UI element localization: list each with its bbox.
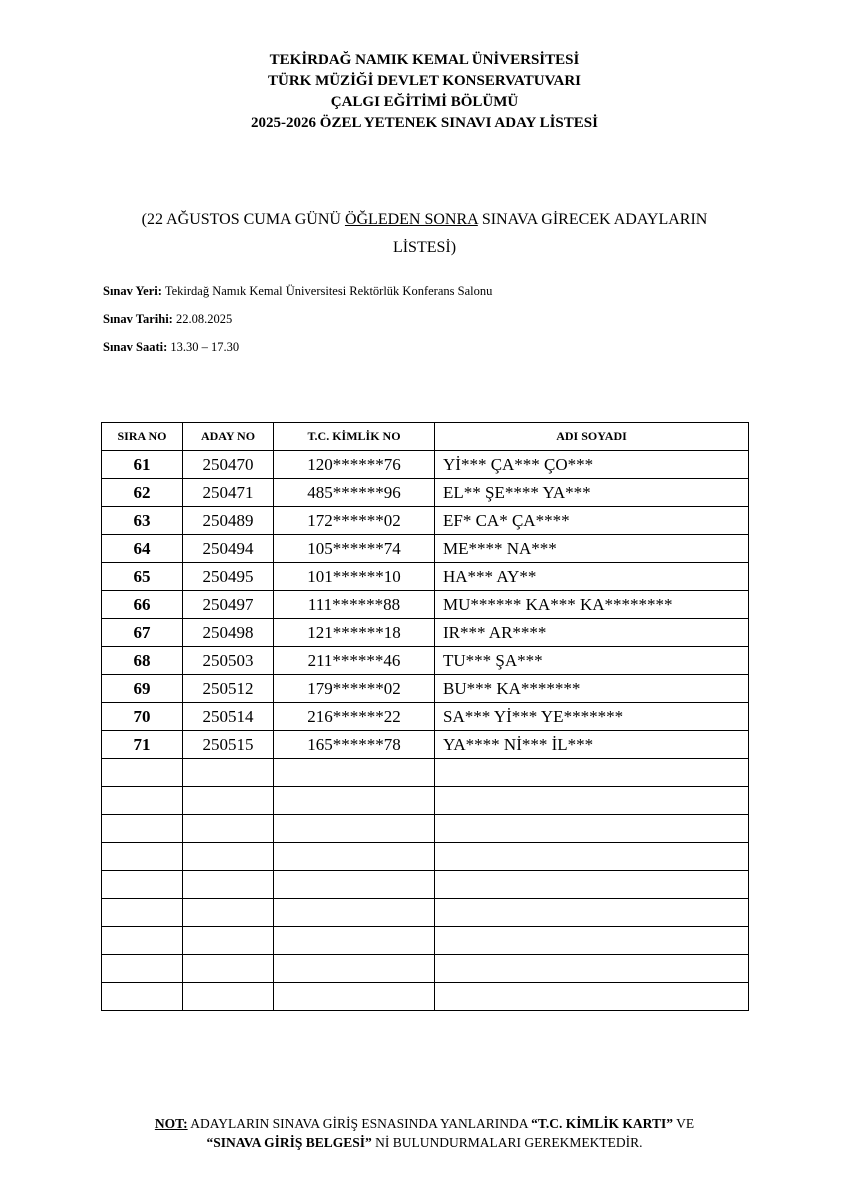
cell-adi-soyadi: SA*** Yİ*** YE*******: [435, 703, 749, 731]
cell-adi-soyadi: [435, 955, 749, 983]
table-row: [102, 871, 749, 899]
document-header: [0, 50, 849, 134]
cell-aday-no: 250514: [183, 703, 274, 731]
cell-adi-soyadi: [435, 843, 749, 871]
cell-tc-kimlik-no: 179******02: [274, 675, 435, 703]
cell-tc-kimlik-no: [274, 843, 435, 871]
table-row: [102, 479, 749, 507]
table-row: [102, 619, 749, 647]
cell-tc-kimlik-no: [274, 955, 435, 983]
cell-sira-no: 62: [102, 479, 183, 507]
table-row: [102, 983, 749, 1011]
cell-aday-no: [183, 787, 274, 815]
table-row: [102, 899, 749, 927]
table-row: [102, 731, 749, 759]
cell-tc-kimlik-no: 211******46: [274, 647, 435, 675]
session-subtitle: [90, 206, 759, 262]
table-body: [102, 451, 749, 1011]
cell-sira-no: [102, 899, 183, 927]
cell-aday-no: 250495: [183, 563, 274, 591]
cell-tc-kimlik-no: 172******02: [274, 507, 435, 535]
cell-tc-kimlik-no: [274, 815, 435, 843]
cell-aday-no: [183, 927, 274, 955]
candidate-table: [101, 422, 749, 1011]
cell-sira-no: 70: [102, 703, 183, 731]
table-row: [102, 955, 749, 983]
cell-sira-no: 67: [102, 619, 183, 647]
cell-adi-soyadi: TU*** ŞA***: [435, 647, 749, 675]
cell-aday-no: [183, 871, 274, 899]
cell-sira-no: [102, 843, 183, 871]
cell-tc-kimlik-no: 216******22: [274, 703, 435, 731]
exam-time: [103, 340, 239, 355]
cell-sira-no: 68: [102, 647, 183, 675]
cell-adi-soyadi: [435, 871, 749, 899]
table-header-row: [102, 423, 749, 451]
note-text-2: VE: [672, 1116, 695, 1131]
cell-adi-soyadi: IR*** AR****: [435, 619, 749, 647]
university-name: TEKİRDAĞ NAMIK KEMAL ÜNİVERSİTESİ: [269, 52, 580, 68]
department-name: ÇALGI EĞİTİMİ BÖLÜMÜ: [330, 94, 519, 110]
subtitle-part1: (22 AĞUSTOS CUMA GÜNÜ: [141, 211, 345, 228]
cell-adi-soyadi: ME**** NA***: [435, 535, 749, 563]
cell-adi-soyadi: [435, 983, 749, 1011]
cell-adi-soyadi: [435, 787, 749, 815]
cell-sira-no: 69: [102, 675, 183, 703]
exam-time-value: 13.30 – 17.30: [167, 340, 240, 354]
cell-aday-no: [183, 983, 274, 1011]
cell-aday-no: 250470: [183, 451, 274, 479]
subtitle-part3: LİSTESİ): [392, 239, 457, 256]
table-row: [102, 815, 749, 843]
cell-tc-kimlik-no: [274, 927, 435, 955]
cell-sira-no: [102, 983, 183, 1011]
cell-adi-soyadi: [435, 927, 749, 955]
cell-adi-soyadi: EF* CA* ÇA****: [435, 507, 749, 535]
exam-location-value: Tekirdağ Namık Kemal Üniversitesi Rektörlük Konferans Salonu: [161, 284, 493, 298]
cell-sira-no: 71: [102, 731, 183, 759]
cell-adi-soyadi: YA**** Nİ*** İL***: [435, 731, 749, 759]
exam-time-label: Sınav Saati:: [103, 340, 168, 354]
cell-aday-no: 250503: [183, 647, 274, 675]
cell-aday-no: [183, 815, 274, 843]
cell-adi-soyadi: Yİ*** ÇA*** ÇO***: [435, 451, 749, 479]
cell-sira-no: 66: [102, 591, 183, 619]
exam-date-label: Sınav Tarihi:: [103, 312, 173, 326]
cell-sira-no: [102, 927, 183, 955]
cell-aday-no: 250498: [183, 619, 274, 647]
exam-date: [103, 312, 232, 327]
cell-tc-kimlik-no: [274, 759, 435, 787]
header-aday-no: ADAY NO: [183, 423, 274, 451]
conservatory-name: TÜRK MÜZİĞİ DEVLET KONSERVATUVARI: [267, 73, 581, 89]
table-row: [102, 647, 749, 675]
cell-aday-no: [183, 843, 274, 871]
cell-aday-no: 250489: [183, 507, 274, 535]
table-row: [102, 759, 749, 787]
list-title: 2025-2026 ÖZEL YETENEK SINAVI ADAY LİSTESİ: [251, 115, 598, 131]
cell-aday-no: [183, 955, 274, 983]
cell-tc-kimlik-no: 165******78: [274, 731, 435, 759]
cell-sira-no: [102, 955, 183, 983]
cell-aday-no: 250497: [183, 591, 274, 619]
cell-adi-soyadi: MU****** KA*** KA********: [435, 591, 749, 619]
cell-aday-no: 250512: [183, 675, 274, 703]
cell-tc-kimlik-no: 121******18: [274, 619, 435, 647]
cell-adi-soyadi: [435, 759, 749, 787]
table-row: [102, 787, 749, 815]
cell-tc-kimlik-no: [274, 983, 435, 1011]
subtitle-part2: SINAVA GİRECEK ADAYLARIN: [477, 211, 708, 228]
cell-sira-no: [102, 815, 183, 843]
exam-date-value: 22.08.2025: [172, 312, 233, 326]
cell-sira-no: 64: [102, 535, 183, 563]
header-adi-soyadi: ADI SOYADI: [435, 423, 749, 451]
table-row: [102, 535, 749, 563]
cell-tc-kimlik-no: 101******10: [274, 563, 435, 591]
cell-tc-kimlik-no: [274, 787, 435, 815]
exam-location: [103, 284, 492, 299]
cell-tc-kimlik-no: 111******88: [274, 591, 435, 619]
cell-tc-kimlik-no: 120******76: [274, 451, 435, 479]
cell-adi-soyadi: EL** ŞE**** YA***: [435, 479, 749, 507]
cell-adi-soyadi: [435, 815, 749, 843]
note-label: NOT:: [154, 1116, 188, 1131]
cell-adi-soyadi: [435, 899, 749, 927]
cell-aday-no: 250494: [183, 535, 274, 563]
cell-sira-no: 63: [102, 507, 183, 535]
cell-tc-kimlik-no: [274, 899, 435, 927]
cell-adi-soyadi: HA*** AY**: [435, 563, 749, 591]
note-bold-1: “T.C. KİMLİK KARTI”: [531, 1116, 673, 1131]
subtitle-underlined: ÖĞLEDEN SONRA: [344, 211, 478, 228]
cell-aday-no: 250515: [183, 731, 274, 759]
cell-sira-no: [102, 759, 183, 787]
cell-sira-no: [102, 787, 183, 815]
table-row: [102, 703, 749, 731]
header-tc-kimlik-no: T.C. KİMLİK NO: [274, 423, 435, 451]
exam-location-label: Sınav Yeri:: [103, 284, 162, 298]
cell-adi-soyadi: BU*** KA*******: [435, 675, 749, 703]
cell-aday-no: [183, 899, 274, 927]
footer-note: [90, 1114, 759, 1152]
cell-aday-no: 250471: [183, 479, 274, 507]
note-bold-2: “SINAVA GİRİŞ BELGESİ”: [206, 1135, 372, 1150]
cell-sira-no: 65: [102, 563, 183, 591]
table-row: [102, 675, 749, 703]
table-row: [102, 507, 749, 535]
cell-sira-no: 61: [102, 451, 183, 479]
cell-sira-no: [102, 871, 183, 899]
table-row: [102, 843, 749, 871]
cell-aday-no: [183, 759, 274, 787]
table-row: [102, 591, 749, 619]
note-text-1: ADAYLARIN SINAVA GİRİŞ ESNASINDA YANLARINDA: [187, 1116, 532, 1131]
cell-tc-kimlik-no: [274, 871, 435, 899]
table-row: [102, 451, 749, 479]
note-text-3: Nİ BULUNDURMALARI GEREKMEKTEDİR.: [371, 1135, 643, 1150]
header-sira-no: SIRA NO: [102, 423, 183, 451]
cell-tc-kimlik-no: 485******96: [274, 479, 435, 507]
table-row: [102, 563, 749, 591]
cell-tc-kimlik-no: 105******74: [274, 535, 435, 563]
table-row: [102, 927, 749, 955]
